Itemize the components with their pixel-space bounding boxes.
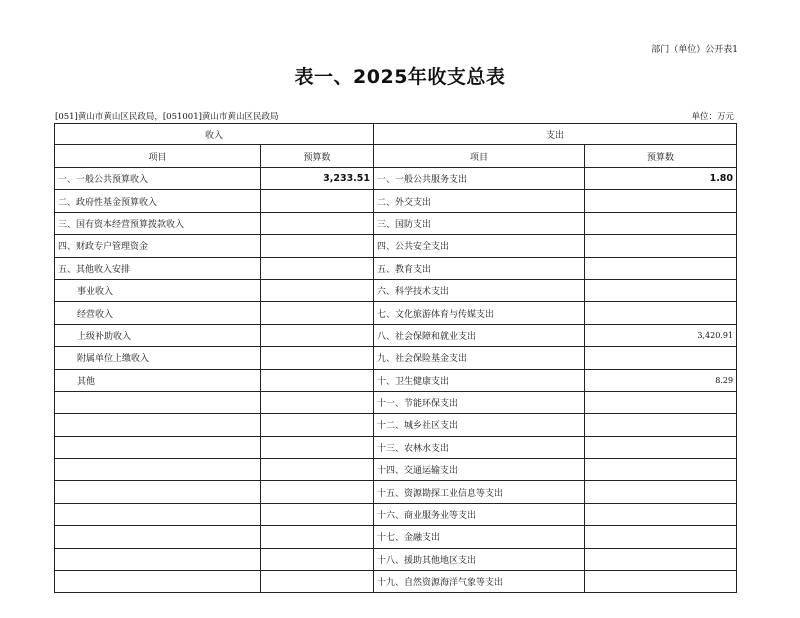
income-item-cell: 三、国有资本经营预算拨款收入 (55, 212, 261, 234)
income-item-cell: 其他 (55, 369, 261, 391)
income-item-cell (55, 571, 261, 593)
income-item-cell (55, 503, 261, 525)
expense-amount-cell (585, 302, 737, 324)
income-item-cell (55, 481, 261, 503)
income-item-cell: 附属单位上缴收入 (55, 347, 261, 369)
table-row (55, 481, 737, 503)
table-row (55, 324, 737, 346)
table-row (55, 526, 737, 548)
expense-amount-cell (585, 459, 737, 481)
income-item-cell (55, 436, 261, 458)
expense-item-cell: 九、社会保险基金支出 (374, 347, 585, 369)
income-header: 收入 (55, 124, 374, 145)
income-amount-cell (261, 571, 374, 593)
page-title: 表一、2025年收支总表 (294, 66, 506, 88)
income-item-cell: 事业收入 (55, 279, 261, 301)
expense-item-cell: 十一、节能环保支出 (374, 391, 585, 413)
expense-amount-cell: 1.80 (585, 168, 737, 190)
expense-budget-col-header: 预算数 (585, 145, 737, 168)
expense-item-cell: 七、文化旅游体育与传媒支出 (374, 302, 585, 324)
income-item-cell (55, 548, 261, 570)
expense-amount-cell (585, 279, 737, 301)
expense-item-cell: 十五、资源勘探工业信息等支出 (374, 481, 585, 503)
unit-line: [051]黄山市黄山区民政局，[051001]黄山市黄山区民政局 (55, 112, 279, 122)
table-row (55, 235, 737, 257)
income-item-cell: 四、财政专户管理资金 (55, 235, 261, 257)
expense-amount-cell (585, 548, 737, 570)
budget-summary-table (54, 123, 737, 593)
table-row (55, 503, 737, 525)
income-amount-cell (261, 548, 374, 570)
expense-item-cell: 十三、农林水支出 (374, 436, 585, 458)
income-amount-cell (261, 503, 374, 525)
expense-amount-cell (585, 190, 737, 212)
income-amount-cell (261, 279, 374, 301)
income-budget-col-header: 预算数 (261, 145, 374, 168)
table-row (55, 257, 737, 279)
table-row (55, 279, 737, 301)
expense-item-cell: 一、一般公共服务支出 (374, 168, 585, 190)
table-row (55, 571, 737, 593)
expense-header: 支出 (374, 124, 737, 145)
currency-unit: 单位：万元 (691, 112, 734, 122)
expense-amount-cell (585, 347, 737, 369)
table-row (55, 436, 737, 458)
expense-item-cell: 十四、交通运输支出 (374, 459, 585, 481)
income-amount-cell (261, 459, 374, 481)
expense-amount-cell (585, 526, 737, 548)
table-row (55, 459, 737, 481)
table-row (55, 369, 737, 391)
income-amount-cell (261, 436, 374, 458)
income-amount-cell (261, 257, 374, 279)
section-header-row (55, 124, 737, 145)
table-row (55, 168, 737, 190)
income-amount-cell: 3,233.51 (261, 168, 374, 190)
expense-amount-cell (585, 257, 737, 279)
expense-item-cell: 十、卫生健康支出 (374, 369, 585, 391)
expense-amount-cell (585, 503, 737, 525)
income-item-cell (55, 459, 261, 481)
income-amount-cell (261, 302, 374, 324)
expense-amount-cell (585, 414, 737, 436)
expense-item-cell: 四、公共安全支出 (374, 235, 585, 257)
table-row (55, 190, 737, 212)
income-item-cell (55, 391, 261, 413)
expense-item-cell: 五、教育支出 (374, 257, 585, 279)
table-row (55, 212, 737, 234)
expense-amount-cell (585, 235, 737, 257)
expense-item-cell: 十八、援助其他地区支出 (374, 548, 585, 570)
expense-item-cell: 十七、金融支出 (374, 526, 585, 548)
income-amount-cell (261, 235, 374, 257)
column-header-row (55, 145, 737, 168)
income-amount-cell (261, 481, 374, 503)
income-item-col-header: 项目 (55, 145, 261, 168)
expense-item-cell: 十六、商业服务业等支出 (374, 503, 585, 525)
expense-item-cell: 六、科学技术支出 (374, 279, 585, 301)
income-amount-cell (261, 212, 374, 234)
income-amount-cell (261, 526, 374, 548)
expense-amount-cell (585, 391, 737, 413)
income-amount-cell (261, 414, 374, 436)
income-item-cell (55, 526, 261, 548)
income-amount-cell (261, 369, 374, 391)
expense-item-cell: 二、外交支出 (374, 190, 585, 212)
income-amount-cell (261, 391, 374, 413)
income-item-cell: 二、政府性基金预算收入 (55, 190, 261, 212)
table-row (55, 347, 737, 369)
income-amount-cell (261, 190, 374, 212)
income-item-cell: 五、其他收入安排 (55, 257, 261, 279)
table-row (55, 391, 737, 413)
income-item-cell: 经营收入 (55, 302, 261, 324)
expense-amount-cell: 8.29 (585, 369, 737, 391)
expense-amount-cell (585, 436, 737, 458)
income-amount-cell (261, 347, 374, 369)
expense-item-cell: 八、社会保障和就业支出 (374, 324, 585, 346)
table-row (55, 302, 737, 324)
income-item-cell: 上级补助收入 (55, 324, 261, 346)
income-item-cell (55, 414, 261, 436)
expense-item-col-header: 项目 (374, 145, 585, 168)
table-row (55, 414, 737, 436)
income-amount-cell (261, 324, 374, 346)
expense-item-cell: 三、国防支出 (374, 212, 585, 234)
expense-item-cell: 十二、城乡社区支出 (374, 414, 585, 436)
expense-amount-cell (585, 481, 737, 503)
expense-amount-cell: 3,420.91 (585, 324, 737, 346)
income-item-cell: 一、一般公共预算收入 (55, 168, 261, 190)
table-row (55, 548, 737, 570)
expense-amount-cell (585, 212, 737, 234)
form-number: 部门（单位）公开表1 (651, 45, 738, 55)
expense-amount-cell (585, 571, 737, 593)
expense-item-cell: 十九、自然资源海洋气象等支出 (374, 571, 585, 593)
